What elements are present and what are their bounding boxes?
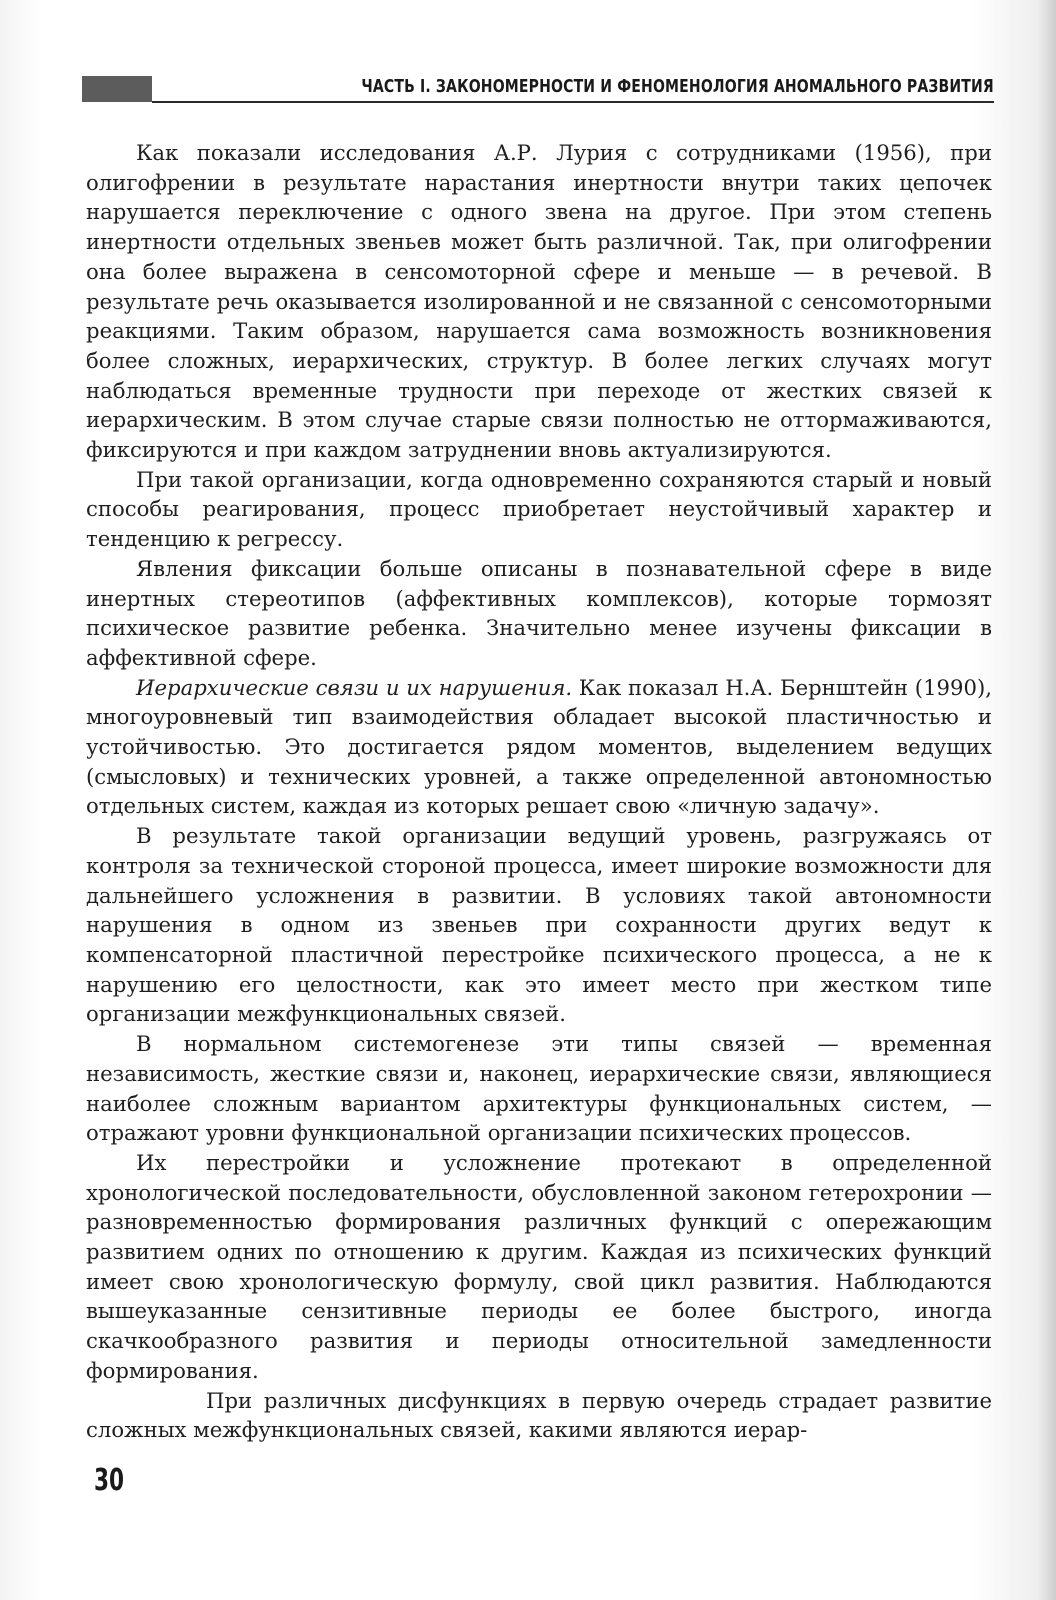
paragraph: В результате такой организации ведущий уровень, разгружаясь от контроля за технической стороной процесса, имеет широкие возможности для дальнейшего усложнения в развитии. В условиях такой автономности нарушения в одном из звеньев при сохранности других ведут к компенсаторной пластичной перестройке психического процесса, а не к нарушению его целостности, как это имеет место при жестком типе организации межфункциональных связей. [86, 823, 992, 1027]
paragraph-with-italic-heading [86, 673, 992, 822]
italic-run-in-heading: Иерархические связи и их нарушения. [136, 674, 573, 700]
running-header-title: ЧАСТЬ I. ЗАКОНОМЕРНОСТИ И ФЕНОМЕНОЛОГИЯ АНОМАЛЬНОГО РАЗВИТИЯ [361, 76, 994, 97]
paragraph-text: Как показал Н.А. Бернштейн (1990), многоуровневый тип взаимодействия обладает высокой пластичностью и устойчивостью. Это достигается рядом моментов, выделением ведущих (смысловых) и технических уровней, а также определенной автономностью отдельных систем, каждая из которых решает свою «личную задачу». [86, 674, 992, 819]
page-number: 30 [94, 1463, 125, 1498]
header-decorative-bar [82, 76, 152, 102]
paragraph: При различных дисфункциях в первую очередь страдает развитие сложных межфункциональных связей, какими являются иерар- [86, 1387, 992, 1443]
header-rule [152, 101, 994, 103]
running-header [82, 74, 994, 104]
paragraph: При такой организации, когда одновременно сохраняются старый и новый способы реагирования, процесс приобретает неустойчивый характер и тенденцию к регрессу. [86, 466, 992, 552]
paragraph: Их перестройки и усложнение протекают в определенной хронологической последовательности, обусловленной законом гетерохронии — разновременностью формирования различных функций с опережающим развитием одних по отношению к другим. Каждая из психических функций имеет свою хронологическую формулу, свой цикл развития. Наблюдаются вышеуказанные сензитивные периоды ее более быстрого, иногда скачкообразного развития и периоды относительной замедленности формирования. [86, 1149, 992, 1383]
page-edge-shadow [1038, 0, 1056, 1600]
paragraph: Явления фиксации больше описаны в познавательной сфере в виде инертных стереотипов (аффективных комплексов), которые тормозят психическое развитие ребенка. Значительно менее изучены фиксации в аффективной сфере. [86, 555, 992, 670]
body-text [86, 138, 992, 1445]
paragraph: Как показали исследования А.Р. Лурия с сотрудниками (1956), при олигофрении в результате нарастания инертности внутри таких цепочек нарушается переключение с одного звена на другое. При этом степень инертности отдельных звеньев может быть различной. Так, при олигофрении она более выражена в сенсомоторной сфере и меньше — в речевой. В результате речь оказывается изолированной и не связанной с сенсомоторными реакциями. Таким образом, нарушается сама возможность возникновения более сложных, иерархических, структур. В более легких случаях могут наблюдаться временные трудности при переходе от жестких связей к иерархическим. В этом случае старые связи полностью не оттормаживаются, фиксируются и при каждом затруднении вновь актуализируются. [86, 140, 992, 463]
paragraph: В нормальном системогенезе эти типы связей — временная независимость, жесткие связи и, наконец, иерархические связи, являющиеся наиболее сложным вариантом архитектуры функциональных систем, — отражают уровни функциональной организации психических процессов. [86, 1031, 992, 1146]
